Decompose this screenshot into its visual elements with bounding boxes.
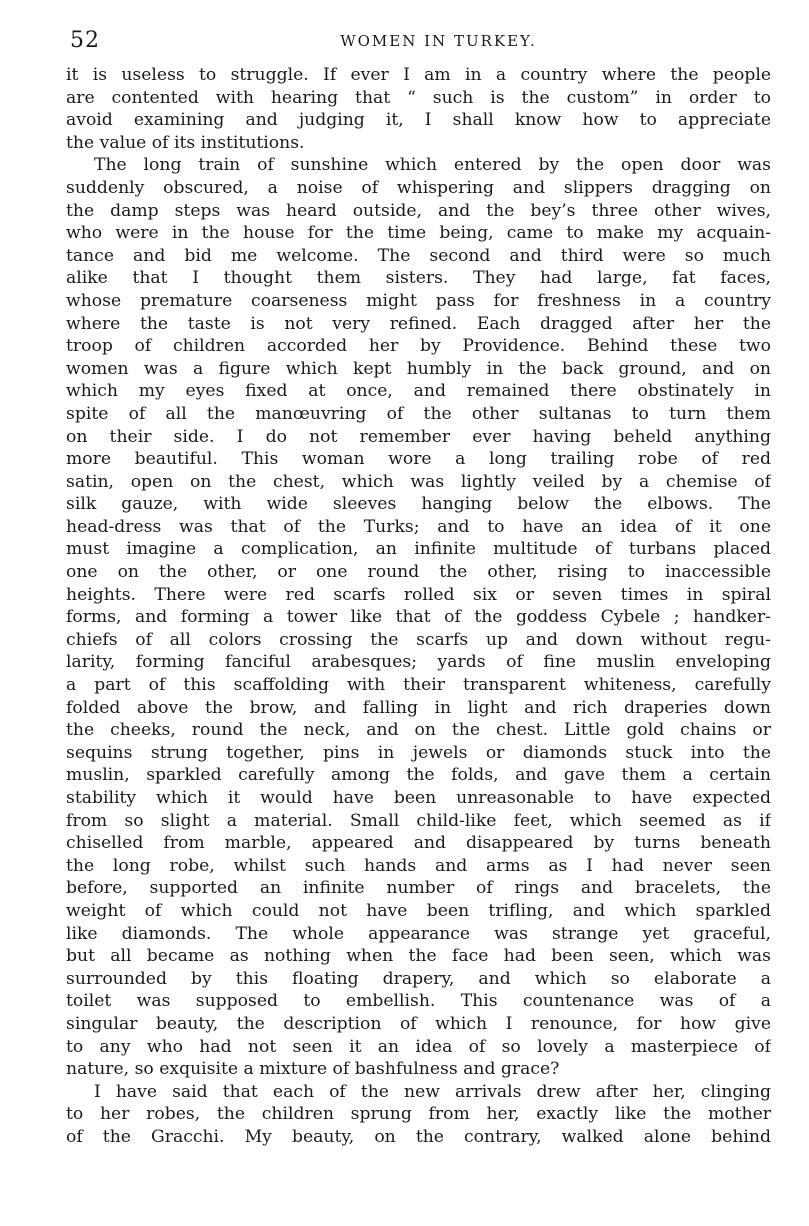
text-line: like diamonds. The whole appearance was strange yet graceful,	[66, 923, 771, 944]
text-line: silk gauze, with wide sleeves hanging below the elbows. The	[66, 494, 771, 515]
text-line: the cheeks, round the neck, and on the chest. Little gold chains or	[66, 720, 771, 741]
text-line: tance and bid me welcome. The second and third were so much	[66, 245, 771, 266]
text-line: before, supported an infinite number of rings and bracelets, the	[66, 878, 771, 899]
text-line: women was a figure which kept humbly in the back ground, and on	[66, 358, 771, 379]
text-line: The long train of sunshine which entered by the open door was	[94, 155, 771, 176]
text-line: it is useless to struggle. If ever I am in a country where the people	[66, 65, 771, 85]
text-line: toilet was supposed to embellish. This countenance was of a	[66, 991, 771, 1012]
text-line: weight of which could not have been trifling, and which sparkled	[66, 900, 771, 921]
text-line: stability which it would have been unreasonable to have expected	[66, 788, 771, 808]
text-line: avoid examining and judging it, I shall know how to appreciate	[66, 110, 771, 131]
text-line: spite of all the manœuvring of the other sultanas to turn them	[66, 403, 771, 424]
text-line: are contented with hearing that “ such is the custom” in order to	[66, 87, 771, 108]
text-line: singular beauty, the description of which I renounce, for how give	[66, 1013, 771, 1034]
text-line: but all became as nothing when the face had been seen, which was	[66, 946, 771, 967]
text-line: to any who had not seen it an idea of so lovely a masterpiece of	[66, 1036, 771, 1057]
text-line: on their side. I do not remember ever having beheld anything	[66, 426, 771, 447]
body-text	[66, 64, 771, 1149]
text-line: suddenly obscured, a noise of whispering and slippers dragging on	[66, 177, 771, 198]
text-line: whose premature coarseness might pass for freshness in a country	[66, 290, 771, 311]
text-line: the damp steps was heard outside, and the bey’s three other wives,	[66, 200, 771, 221]
text-line: the value of its institutions.	[66, 132, 305, 153]
text-line: the long robe, whilst such hands and arms as I had never seen	[66, 855, 771, 876]
text-line: muslin, sparkled carefully among the folds, and gave them a certain	[66, 765, 771, 786]
text-line: satin, open on the chest, which was lightly veiled by a chemise of	[66, 471, 771, 492]
text-line: to her robes, the children sprung from her, exactly like the mother	[66, 1104, 771, 1125]
text-line: where the taste is not very refined. Each dragged after her the	[66, 313, 771, 334]
text-line: of the Gracchi. My beauty, on the contrary, walked alone behind	[66, 1126, 771, 1147]
text-line: head-dress was that of the Turks; and to have an idea of it one	[66, 516, 771, 537]
text-line: one on the other, or one round the other, rising to inaccessible	[66, 562, 771, 583]
text-line: which my eyes fixed at once, and remained there obstinately in	[66, 381, 771, 402]
text-line: from so slight a material. Small child-like feet, which seemed as if	[66, 810, 771, 831]
text-line: troop of children accorded her by Providence. Behind these two	[66, 336, 771, 357]
text-line: chiefs of all colors crossing the scarfs up and down without regu-	[66, 629, 771, 650]
text-line: surrounded by this floating drapery, and which so elaborate a	[66, 968, 771, 989]
text-line: a part of this scaffolding with their transparent whiteness, carefully	[66, 675, 771, 696]
page-number: 52	[70, 28, 100, 53]
text-line: larity, forming fanciful arabesques; yards of fine muslin enveloping	[66, 652, 771, 673]
text-line: folded above the brow, and falling in light and rich draperies down	[66, 697, 771, 718]
text-line: alike that I thought them sisters. They had large, fat faces,	[66, 268, 771, 289]
text-line: I have said that each of the new arrivals drew after her, clinging	[94, 1081, 771, 1102]
text-line: must imagine a complication, an infinite multitude of turbans placed	[66, 539, 771, 560]
text-line: who were in the house for the time being, came to make my acquain-	[66, 223, 771, 244]
text-line: forms, and forming a tower like that of the goddess Cybele ; handker-	[66, 607, 771, 628]
page-header	[66, 28, 771, 64]
text-line: heights. There were red scarfs rolled six or seven times in spiral	[66, 584, 771, 605]
text-line: chiselled from marble, appeared and disappeared by turns beneath	[66, 833, 771, 854]
running-head: WOMEN IN TURKEY.	[340, 32, 537, 50]
text-line: nature, so exquisite a mixture of bashfulness and grace?	[66, 1059, 560, 1080]
text-line: more beautiful. This woman wore a long trailing robe of red	[66, 449, 771, 470]
text-line: sequins strung together, pins in jewels or diamonds stuck into the	[66, 742, 771, 763]
